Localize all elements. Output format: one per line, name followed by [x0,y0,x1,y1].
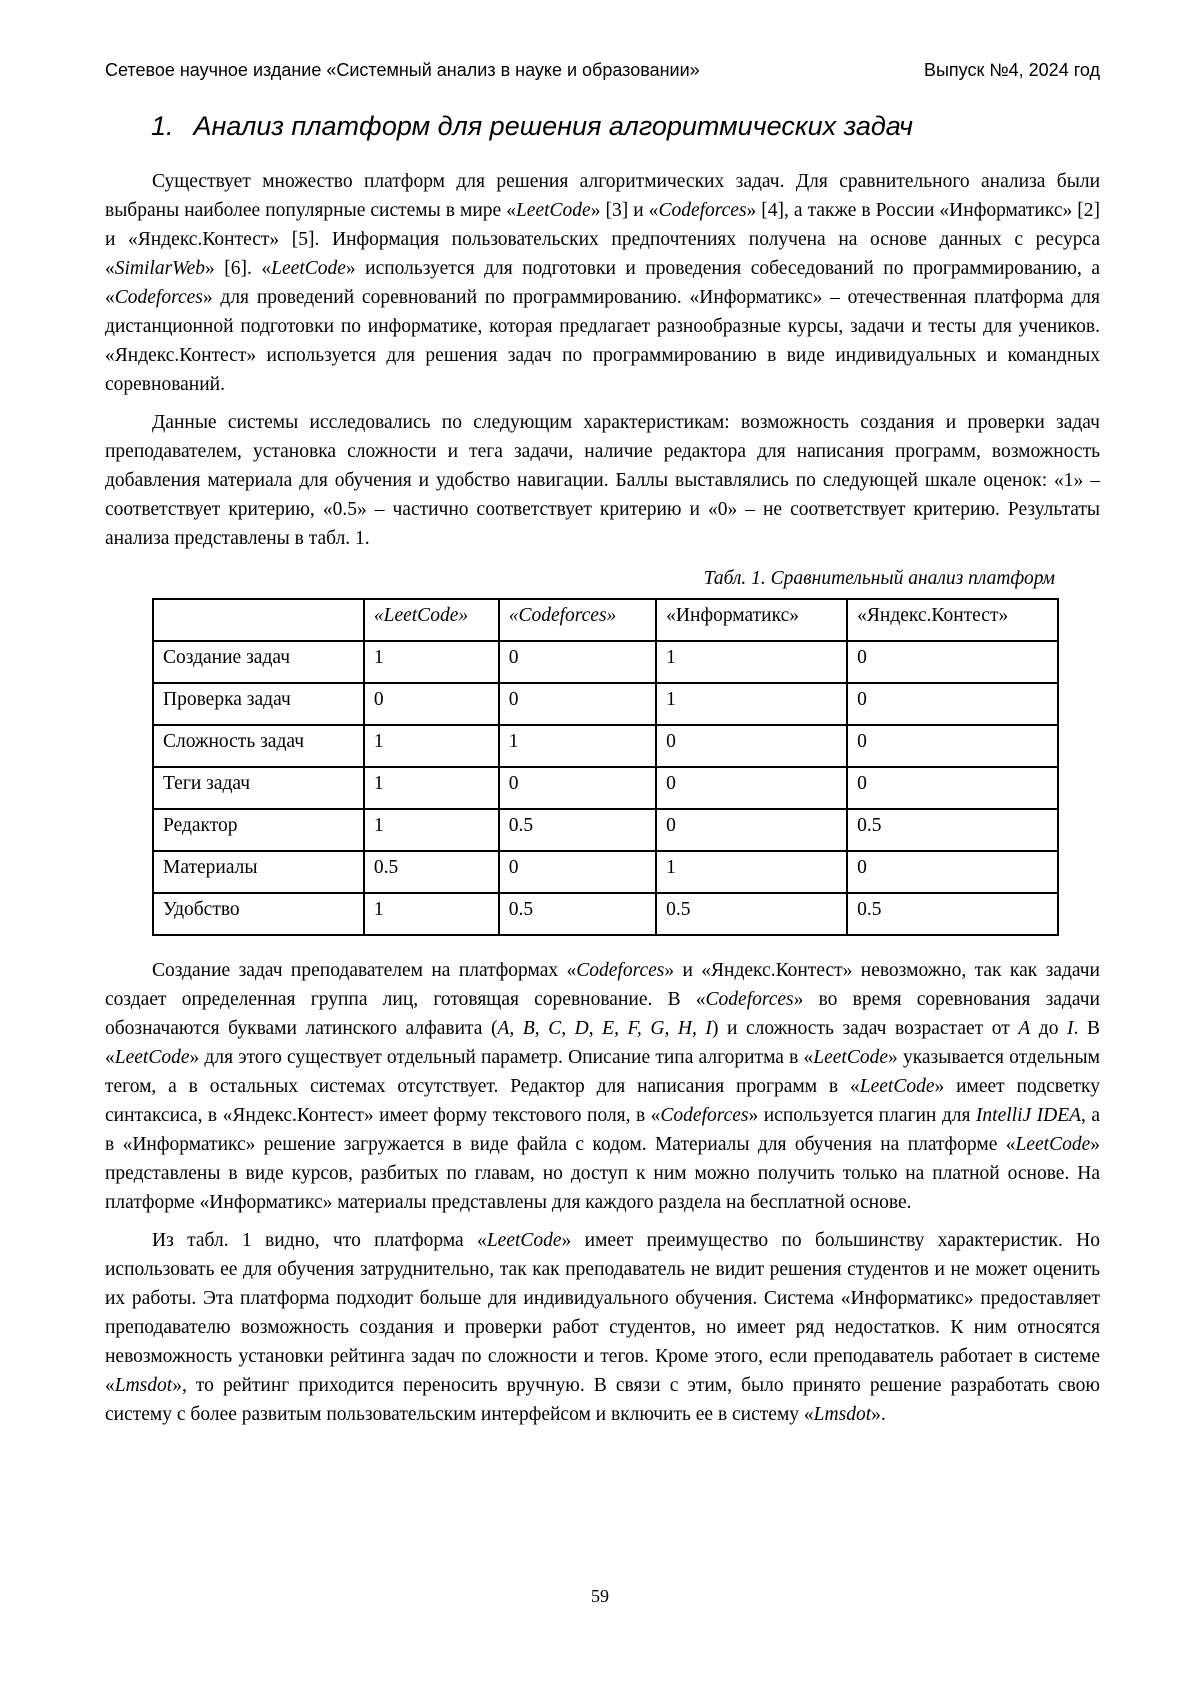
paragraph-conclusion: Из табл. 1 видно, что платформа «LeetCode» имеет преимущество по большинству характеристик. Но использовать ее для обучения затруднительно, так как преподаватель не видит решения студентов и не может оценить их работы. Эта платформа подходит больше для индивидуального обучения. Система «Информатикс» предоставляет преподавателю возможность создания и проверки работ студентов, но имеет ряд недостатков. К ним относятся невозможность установки рейтинга задач по сложности и тегов. Кроме этого, если преподаватель работает в системе «Lmsdot», то рейтинг приходится переносить вручную. В связи с этим, было принято решение разработать свою систему с более развитым пользовательским интерфейсом и включить ее в систему «Lmsdot». [105,1229,1101,1425]
issue-label: Выпуск №4, 2024 год [923,60,1100,80]
cell-value: 0 [656,767,847,809]
cell-value: 0.5 [847,809,1058,851]
cell-value: 0.5 [656,893,847,935]
page-number: 59 [591,1586,609,1606]
cell-value: 1 [656,683,847,725]
row-label: Создание задач [153,641,364,683]
section-number: 1. [151,110,174,141]
table-block [152,567,1059,936]
cell-value: 0 [499,767,656,809]
cell-value: 1 [364,725,499,767]
table-header-codeforces: «Codeforces» [499,599,656,641]
table-row [153,683,1058,725]
table-header-row [153,599,1058,641]
page-header [105,60,1100,82]
cell-value: 0.5 [499,893,656,935]
cell-value: 0 [499,851,656,893]
cell-value: 0 [499,641,656,683]
cell-value: 0 [656,809,847,851]
cell-value: 1 [364,893,499,935]
comparison-table [152,598,1059,936]
journal-title: Сетевое научное издание «Системный анализ в науке и образовании» [105,60,700,80]
table-row [153,851,1058,893]
table-row [153,809,1058,851]
cell-value: 0 [364,683,499,725]
paragraph-discussion: Создание задач преподавателем на платформах «Codeforces» и «Яндекс.Контест» невозможно, так как задачи создает определенная группа лиц, готовящая соревнование. В «Codeforces» во время соревнования задачи обозначаются буквами латинского алфавита (A, B, C, D, E, F, G, H, I) и сложность задач возрастает от A до I. В «LeetCode» для этого существует отдельный параметр. Описание типа алгоритма в «LeetCode» указывается отдельным тегом, а в остальных системах отсутствует. Редактор для написания программ в «LeetCode» имеет подсветку синтаксиса, в «Яндекс.Контест» имеет форму текстового поля, в «Codeforces» используется плагин для IntelliJ IDEA, а в «Информатикс» решение загружается в виде файла с кодом. Материалы для обучения на платформе «LeetCode» представлены в виде курсов, разбитых по главам, но доступ к ним можно получить только на платной основе. На платформе «Информатикс» материалы представлены для каждого раздела на бесплатной основе. [105,959,1101,1213]
cell-value: 0.5 [847,893,1058,935]
row-label: Проверка задач [153,683,364,725]
table-header-yandex-contest: «Яндекс.Контест» [847,599,1058,641]
cell-value: 0 [847,641,1058,683]
cell-value: 1 [364,641,499,683]
table-row [153,641,1058,683]
row-label: Материалы [153,851,364,893]
table-header-informatiks: «Информатикс» [656,599,847,641]
cell-value: 1 [364,767,499,809]
table-row [153,767,1058,809]
cell-value: 0.5 [364,851,499,893]
cell-value: 0 [847,725,1058,767]
cell-value: 1 [364,809,499,851]
row-label: Сложность задач [153,725,364,767]
table-header-leetcode: «LeetCode» [364,599,499,641]
row-label: Редактор [153,809,364,851]
row-label: Теги задач [153,767,364,809]
cell-value: 0 [656,725,847,767]
table-caption: Табл. 1. Сравнительный анализ платформ [703,567,1055,589]
section-heading [151,110,1100,142]
cell-value: 0 [499,683,656,725]
paragraph-intro: Существует множество платформ для решения алгоритмических задач. Для сравнительного анализа были выбраны наиболее популярные системы в мире «LeetCode» [3] и «Codeforces» [4], а также в России «Информатикс» [2] и «Яндекс.Контест» [5]. Информация пользовательских предпочтениях получена на основе данных с ресурса «SimilarWeb» [6]. «LeetCode» используется для подготовки и проведения собеседований по программированию, а «Codeforces» для проведений соревнований по программированию. «Информатикс» – отечественная платформа для дистанционной подготовки по информатике, которая предлагает разнообразные курсы, задачи и тесты для учеников. «Яндекс.Контест» используется для решения задач по программированию в виде индивидуальных и командных соревнований. [105,170,1100,395]
row-label: Удобство [153,893,364,935]
table-header-empty [153,599,364,641]
table-row [153,725,1058,767]
cell-value: 1 [656,851,847,893]
cell-value: 0 [847,851,1058,893]
cell-value: 0 [847,683,1058,725]
cell-value: 1 [656,641,847,683]
paragraph-criteria: Данные системы исследовались по следующим характеристикам: возможность создания и проверки задач преподавателем, установка сложности и тега задачи, наличие редактора для написания программ, возможность добавления материала для обучения и удобство навигации. Баллы выставлялись по следующей шкале оценок: «1» – соответствует критерию, «0.5» – частично соответствует критерию и «0» – не соответствует критерию. Результаты анализа представлены в табл. 1. [105,411,1100,549]
section-title: Анализ платформ для решения алгоритмических задач [193,110,913,141]
table-row [153,893,1058,935]
cell-value: 0 [847,767,1058,809]
cell-value: 0.5 [499,809,656,851]
cell-value: 1 [499,725,656,767]
